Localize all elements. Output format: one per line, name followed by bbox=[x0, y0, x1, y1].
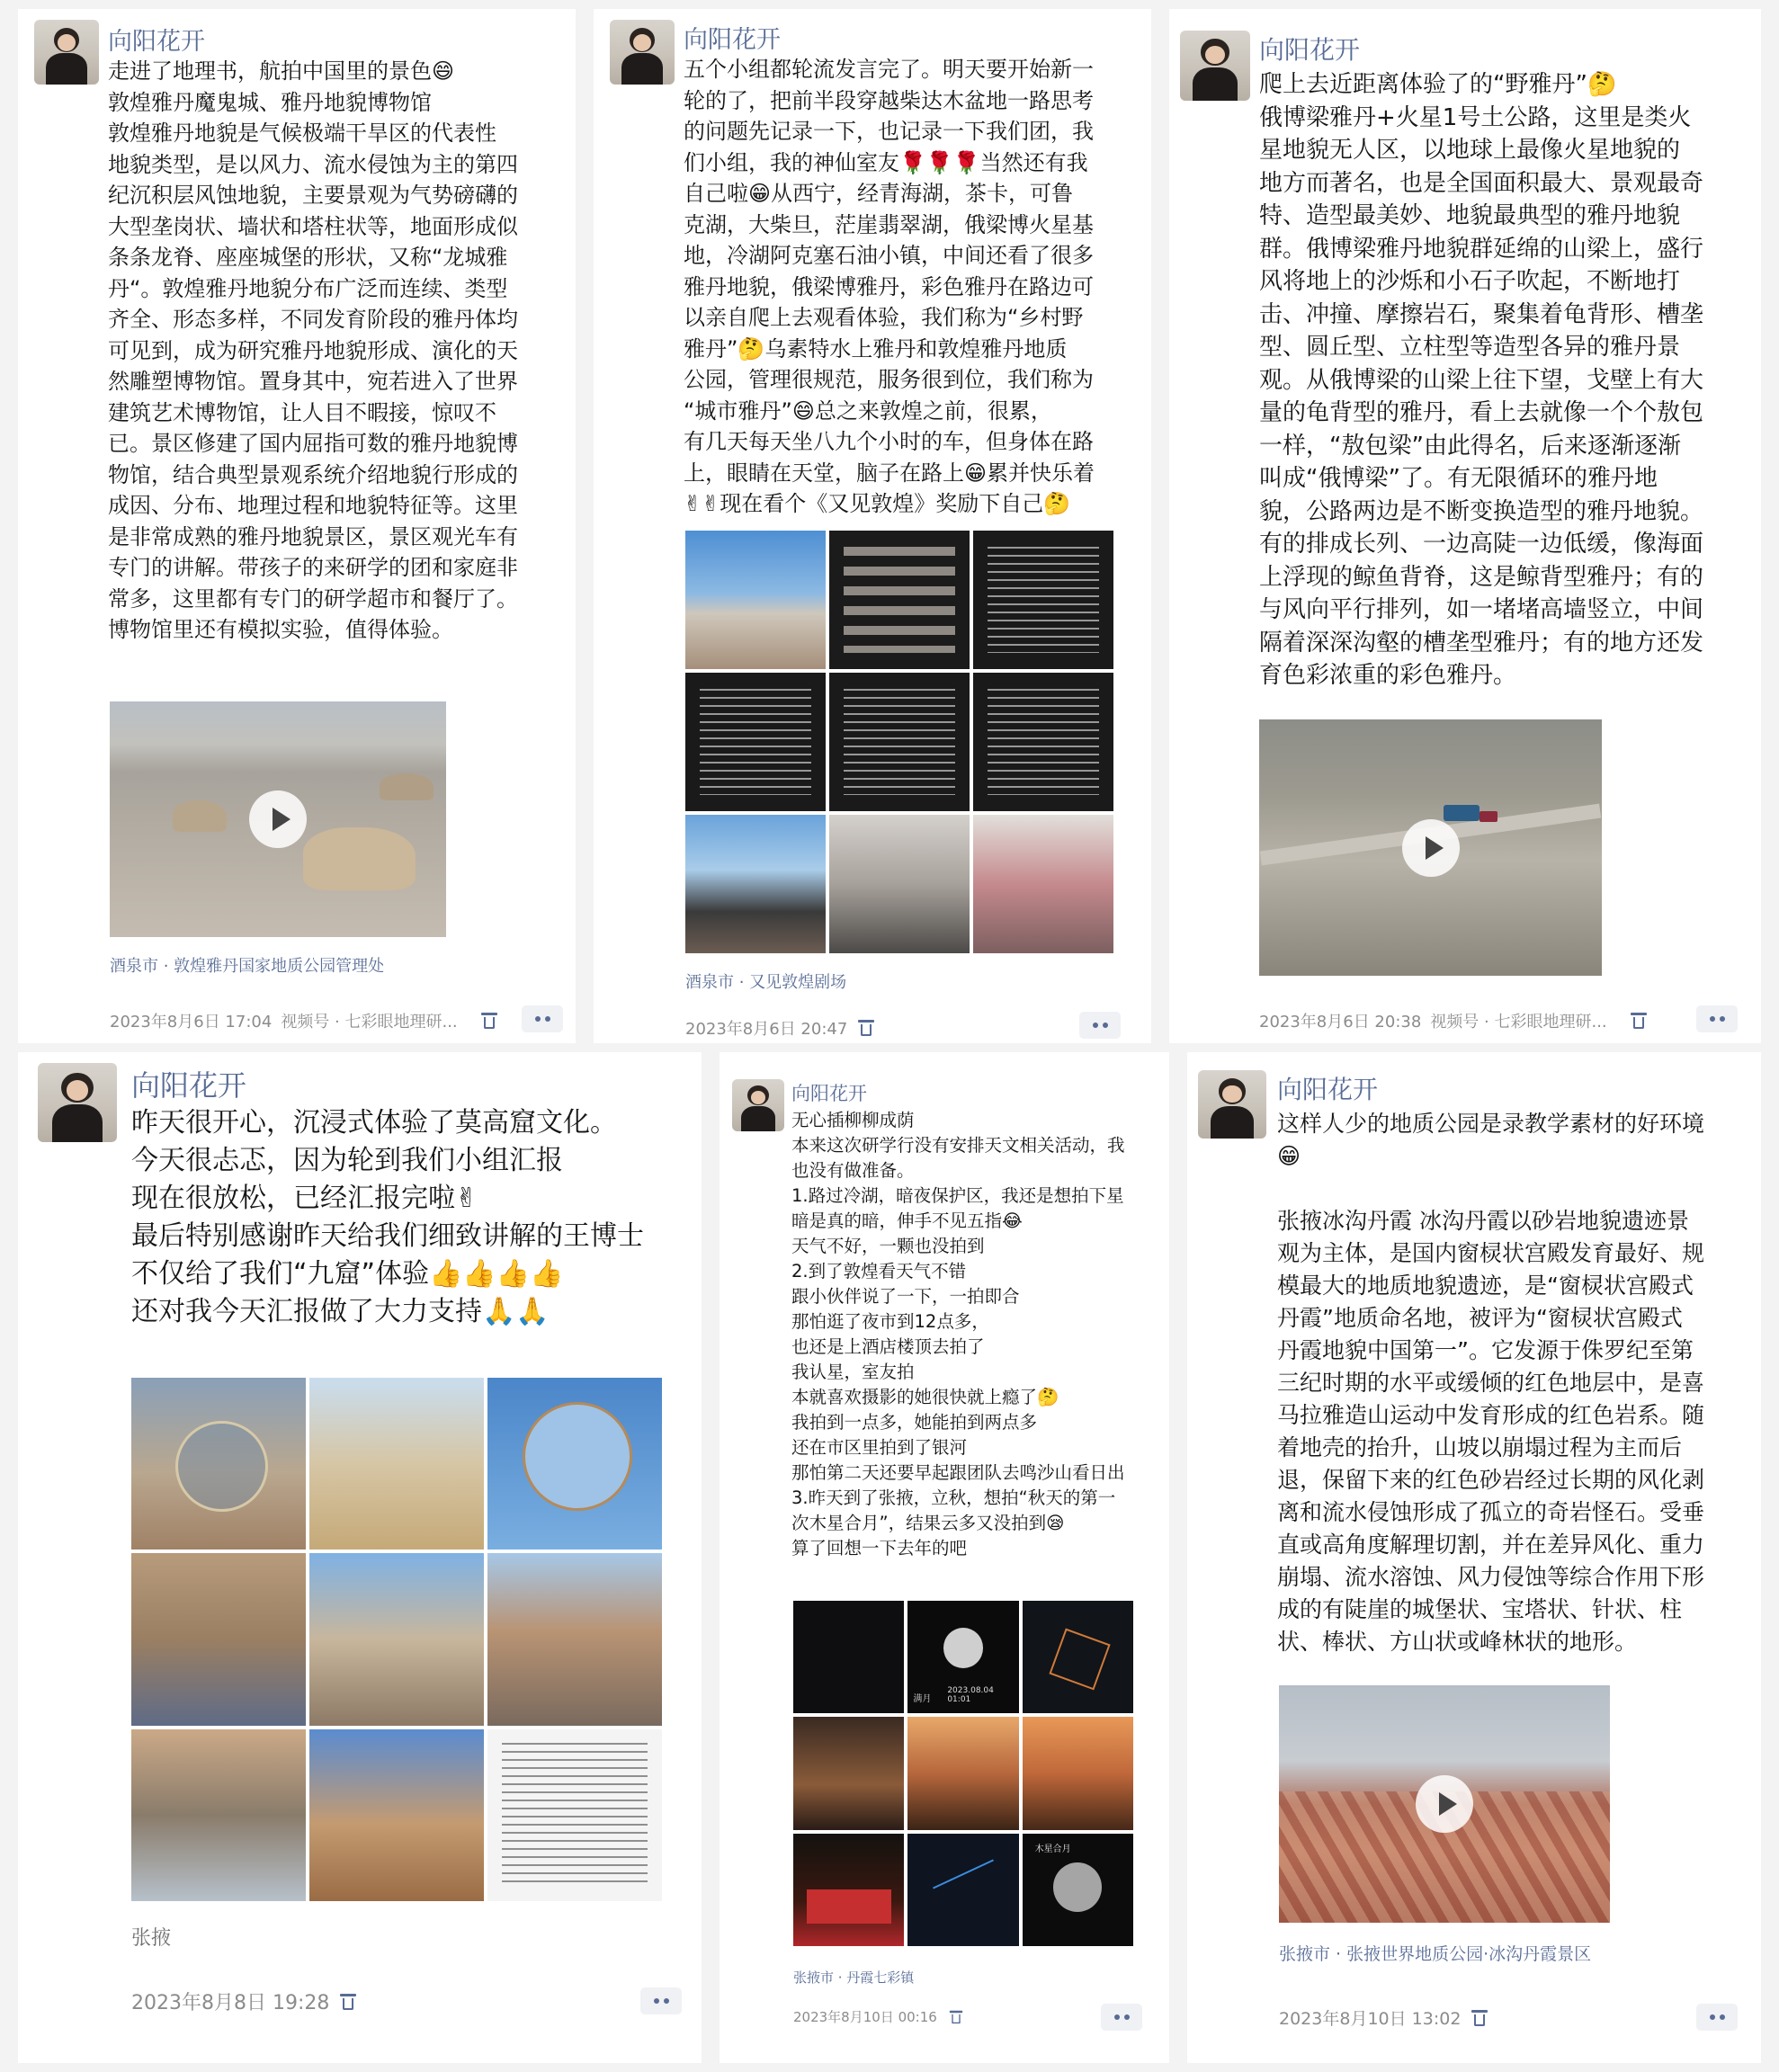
moment-post-5 bbox=[720, 1052, 1169, 2063]
photo-grid bbox=[685, 531, 1113, 953]
moment-post-4 bbox=[18, 1052, 702, 2063]
post-time: 2023年8月6日 20:47 bbox=[685, 1020, 848, 1039]
photo-thumbnail[interactable] bbox=[131, 1729, 306, 1901]
moment-post-1 bbox=[18, 9, 576, 1043]
photo-thumbnail[interactable] bbox=[1023, 1717, 1133, 1829]
dot-icon bbox=[1114, 2014, 1120, 2020]
video-channel-source[interactable]: 视频号 · 七彩眼地理研... bbox=[281, 1013, 458, 1032]
play-icon[interactable] bbox=[1402, 819, 1460, 877]
photo-grid bbox=[131, 1378, 662, 1901]
avatar[interactable] bbox=[38, 1063, 117, 1142]
more-actions-button[interactable] bbox=[1696, 2004, 1738, 2031]
nickname[interactable]: 向阳花开 bbox=[1259, 35, 1361, 65]
photo-caption: 2023.08.04 01:01 bbox=[947, 1686, 994, 1705]
delete-icon[interactable] bbox=[951, 2010, 961, 2023]
avatar[interactable] bbox=[610, 20, 675, 85]
dot-icon bbox=[1720, 1016, 1725, 1022]
photo-thumbnail[interactable] bbox=[907, 1834, 1018, 1946]
location-link[interactable]: 张掖市 · 丹霞七彩镇 bbox=[793, 1969, 915, 1986]
post-meta bbox=[793, 2007, 962, 2026]
video-thumbnail[interactable] bbox=[110, 701, 446, 937]
photo-thumbnail[interactable] bbox=[973, 531, 1113, 669]
video-thumbnail[interactable] bbox=[1259, 719, 1602, 976]
photo-thumbnail[interactable] bbox=[829, 673, 970, 811]
photo-caption: 满月 bbox=[913, 1694, 932, 1705]
more-actions-button[interactable] bbox=[640, 1987, 682, 2014]
more-actions-button[interactable] bbox=[1696, 1005, 1738, 1032]
post-meta bbox=[1279, 2005, 1486, 2030]
photo-thumbnail[interactable] bbox=[685, 673, 826, 811]
dot-icon bbox=[1710, 1016, 1715, 1022]
photo-thumbnail[interactable] bbox=[309, 1378, 484, 1550]
avatar[interactable] bbox=[1198, 1070, 1266, 1139]
video-thumbnail[interactable] bbox=[1279, 1685, 1610, 1923]
photo-thumbnail[interactable] bbox=[685, 815, 826, 953]
nickname[interactable]: 向阳花开 bbox=[108, 28, 205, 56]
moment-post-3 bbox=[1169, 9, 1761, 1043]
post-time: 2023年8月6日 20:38 bbox=[1259, 1013, 1422, 1032]
video-channel-source[interactable]: 视频号 · 七彩眼地理研... bbox=[1430, 1013, 1607, 1032]
dot-icon bbox=[535, 1016, 541, 1022]
photo-thumbnail[interactable] bbox=[487, 1553, 662, 1725]
more-actions-button[interactable] bbox=[1101, 2004, 1142, 2031]
photo-thumbnail[interactable] bbox=[973, 673, 1113, 811]
dot-icon bbox=[545, 1016, 550, 1022]
delete-icon[interactable] bbox=[1473, 2010, 1486, 2026]
post-text: 爬上去近距离体验了的“野雅丹”🤔 俄博梁雅丹+火星1号土公路，这里是类火 星地貌无人区，以地球上最像火星地貌的 地方而著名，也是全国面积最大、景观最奇 特、造型最美妙、地貌最典型的雅丹地貌 群。俄博梁雅丹地貌群延绵的山梁上，盛行 风将地上的沙烁和小石子吹起，不断地打 击、冲撞、摩擦岩石，聚集着龟背形、槽垄 型、圆丘型、立柱型等造型各异的雅丹景 观。从俄博梁的山梁上往下望，戈壁上有大 量的龟背型的雅丹，看上去就像一个个敖包 一样，“敖包梁”由此得名，后来逐渐逐渐 叫成“俄博梁”了。有无限循环的雅丹地 貌，公路两边是不断变换造型的雅丹地貌。 有的排成长列、一边高陡一边低缓，像海面 上浮现的鲸鱼背脊，这是鲸背型雅丹；有的 与风向平行排列，如一堵堵高墙竖立，中间 隔着深深沟壑的槽垄型雅丹；有的地方还发 育色彩浓重的彩色雅丹。 bbox=[1259, 71, 1704, 689]
delete-icon[interactable] bbox=[483, 1013, 496, 1029]
dot-icon bbox=[664, 1998, 669, 2004]
post-time: 2023年8月10日 00:16 bbox=[793, 2009, 937, 2025]
post-time: 2023年8月10日 13:02 bbox=[1279, 2009, 1462, 2029]
more-actions-button[interactable] bbox=[1079, 1012, 1121, 1039]
dot-icon bbox=[1093, 1023, 1098, 1028]
dot-icon bbox=[1720, 2014, 1725, 2020]
photo-thumbnail[interactable] bbox=[793, 1834, 904, 1946]
avatar[interactable] bbox=[732, 1079, 784, 1131]
post-meta bbox=[1259, 1009, 1645, 1032]
post-text: 昨天很开心，沉浸式体验了莫高窟文化。 今天很忐忑，因为轮到我们小组汇报 现在很放松，已经汇报完啦✌ 最后特别感谢昨天给我们细致讲解的王博士 不仅给了我们“九窟”体验👍👍👍👍 还对我今天汇报做了大力支持🙏🙏 bbox=[131, 1107, 644, 1327]
post-time: 2023年8月8日 19:28 bbox=[131, 1992, 330, 2014]
location-link[interactable]: 张掖 bbox=[131, 1927, 172, 1950]
delete-icon[interactable] bbox=[1632, 1013, 1645, 1029]
photo-caption: 木星合月 bbox=[1034, 1844, 1071, 1854]
dot-icon bbox=[1103, 1023, 1108, 1028]
photo-thumbnail[interactable] bbox=[793, 1717, 904, 1829]
location-link[interactable]: 酒泉市 · 敦煌雅丹国家地质公园管理处 bbox=[110, 957, 385, 976]
location-link[interactable]: 酒泉市 · 又见敦煌剧场 bbox=[685, 973, 847, 992]
delete-icon[interactable] bbox=[342, 1994, 354, 2010]
avatar[interactable] bbox=[1180, 31, 1250, 101]
photo-thumbnail[interactable] bbox=[487, 1378, 662, 1550]
post-meta bbox=[110, 1009, 496, 1032]
photo-thumbnail[interactable] bbox=[131, 1553, 306, 1725]
nickname[interactable]: 向阳花开 bbox=[791, 1083, 867, 1104]
photo-grid bbox=[793, 1601, 1133, 1946]
photo-thumbnail[interactable] bbox=[309, 1729, 484, 1901]
photo-thumbnail[interactable] bbox=[907, 1717, 1018, 1829]
nickname[interactable]: 向阳花开 bbox=[131, 1068, 247, 1103]
photo-thumbnail[interactable] bbox=[829, 531, 970, 669]
photo-thumbnail[interactable] bbox=[793, 1601, 904, 1713]
photo-thumbnail[interactable] bbox=[973, 815, 1113, 953]
post-meta bbox=[685, 1016, 872, 1040]
dot-icon bbox=[1710, 2014, 1715, 2020]
play-icon[interactable] bbox=[249, 790, 307, 848]
play-icon[interactable] bbox=[1416, 1775, 1473, 1833]
more-actions-button[interactable] bbox=[522, 1005, 563, 1032]
moment-post-2 bbox=[594, 9, 1151, 1043]
nickname[interactable]: 向阳花开 bbox=[684, 26, 781, 54]
nickname[interactable]: 向阳花开 bbox=[1277, 1075, 1379, 1104]
post-text: 五个小组都轮流发言完了。明天要开始新一 轮的了，把前半段穿越柴达木盆地一路思考 的问题先记录一下，也记录一下我们团，我 们小组，我的神仙室友🌹🌹🌹当然还有我 自己啦😁从西宁，经青海湖，茶卡，可鲁 克湖，大柴旦，茫崖翡翠湖，俄梁博火星基 地，冷湖阿克塞石油小镇，中间还看了很多 雅丹地貌，俄梁博雅丹，彩色雅丹在路边可 以亲自爬上去观看体验，我们称为“乡村野 雅丹”🤔乌素特水上雅丹和敦煌雅丹地质 公园，管理很规范，服务很到位，我们称为 “城市雅丹”😄总之来敦煌之前，很累， 有几天每天坐八九个小时的车，但身体在路 上，眼睛在天堂，脑子在路上😁累并快乐着 ✌✌现在看个《又见敦煌》奖励下自己🤔 bbox=[684, 57, 1095, 516]
post-text: 走进了地理书，航拍中国里的景色😄 敦煌雅丹魔鬼城、雅丹地貌博物馆 敦煌雅丹地貌是气候极端干旱区的代表性 地貌类型，是以风力、流水侵蚀为主的第四 纪沉积层风蚀地貌，主要景观为气势磅礴的 大型垄岗状、墙状和塔柱状等，地面形成似 条条龙脊、座座城堡的形状，又称“龙城雅 丹“。敦煌雅丹地貌分布广泛而连续、类型 齐全、形态多样，不同发育阶段的雅丹体均 可见到，成为研究雅丹地貌形成、演化的天 然雕塑博物馆。置身其中，宛若进入了世界 建筑艺术博物馆，让人目不暇接，惊叹不 已。景区修建了国内屈指可数的雅丹地貌博 物馆，结合典型景观系统介绍地貌行形成的 成因、分布、地理过程和地貌特征等。这里 是非常成熟的雅丹地貌景区，景区观光车有 专门的讲解。带孩子的来研学的团和家庭非 常多，这里都有专门的研学超市和餐厅了。 博物馆里还有模拟实验，值得体验。 bbox=[108, 58, 518, 642]
delete-icon[interactable] bbox=[860, 1020, 872, 1036]
dot-icon bbox=[654, 1998, 659, 2004]
photo-thumbnail[interactable] bbox=[829, 815, 970, 953]
photo-thumbnail[interactable] bbox=[131, 1378, 306, 1550]
photo-thumbnail[interactable] bbox=[309, 1553, 484, 1725]
location-link[interactable]: 张掖市 · 张掖世界地质公园·冰沟丹霞景区 bbox=[1279, 1944, 1592, 1964]
photo-thumbnail[interactable] bbox=[1023, 1834, 1133, 1946]
photo-thumbnail[interactable] bbox=[907, 1601, 1018, 1713]
photo-thumbnail[interactable] bbox=[1023, 1601, 1133, 1713]
photo-thumbnail[interactable] bbox=[487, 1729, 662, 1901]
post-text: 无心插柳柳成荫 本来这次研学行没有安排天文相关活动，我 也没有做准备。 1.路过冷湖，暗夜保护区，我还是想拍下星 暗是真的暗，伸手不见五指😂 天气不好，一颗也没拍到 2.到了敦煌看天气不错 跟小伙伴说了一下，一拍即合 那怕逛了夜市到12点多， 也还是上酒店楼顶去拍了 我认星，室友拍 本就喜欢摄影的她很快就上瘾了🤔 我拍到一点多，她能拍到两点多 还在市区里拍到了银河 那怕第二天还要早起跟团队去鸣沙山看日出 3.昨天到了张掖，立秋，想拍“秋天的第一 次木星合月”，结果云多又没拍到😪 算了回想一下去年的吧 bbox=[791, 1110, 1125, 1558]
post-time: 2023年8月6日 17:04 bbox=[110, 1013, 273, 1032]
avatar[interactable] bbox=[34, 20, 99, 85]
dot-icon bbox=[1124, 2014, 1130, 2020]
moment-post-6 bbox=[1187, 1052, 1761, 2063]
photo-thumbnail[interactable] bbox=[685, 531, 826, 669]
post-meta bbox=[131, 1987, 354, 2015]
post-text: 这样人少的地质公园是录教学素材的好环境 😁 张掖冰沟丹霞 冰沟丹霞以砂岩地貌遗迹景 观为主体，是国内窗棂状宫殿发育最好、规 模最大的地质地貌遗迹，是“窗棂状宫殿式 丹霞”地质命名地，被评为“窗棂状宫殿式 丹霞地貌中国第一”。它发源于侏罗纪至第 三纪时期的水平或缓倾的红色地层中，是喜 马拉雅造山运动中发育形成的红色岩系。随 着地壳的抬升，山坡以崩塌过程为主而后 退，保留下来的红色砂岩经过长期的风化剥 离和流水侵蚀形成了孤立的奇岩怪石。受垂 直或高角度解理切割，并在差异风化、重力 崩塌、流水溶蚀、风力侵蚀等综合作用下形 成的有陡崖的城堡状、宝塔状、针状、柱 状、棒状、方山状或峰林状的地形。 bbox=[1277, 1111, 1705, 1655]
